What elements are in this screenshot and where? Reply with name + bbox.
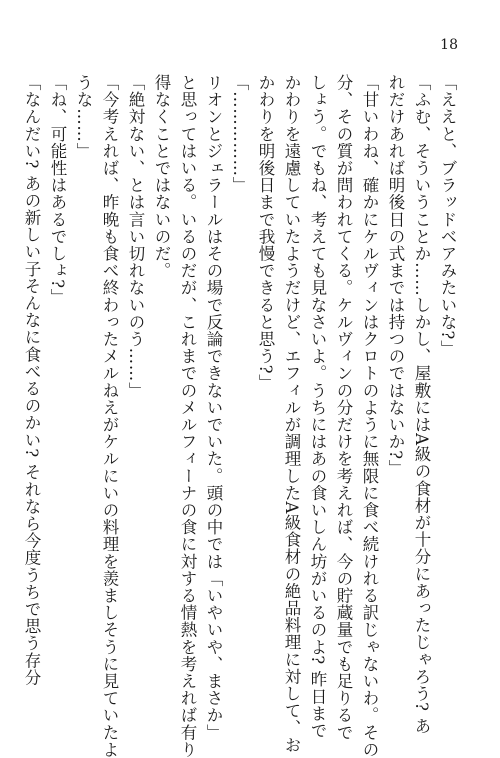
text-line: しょう。でもね、考えても見なさいよ。うちにはあの食いしん坊がいるのよ? 昨日まで <box>308 74 327 740</box>
text-line: 「……………」 <box>230 74 249 194</box>
text-line: れだけあれば明後日の式までは持つのではないか?」 <box>386 74 405 477</box>
text-line: 得なくことではないのだ。 <box>152 74 171 280</box>
text-line: 「ふむ、そういうことか……しかし、屋敷にはA級の食材が十分にあったじゃろう? あ <box>412 74 431 735</box>
text-line: 「絶対ない、とは言い切れないのう……」 <box>126 74 145 399</box>
text-line: リオンとジェラールはその場で反論できないでいた。頭の中では「いやいや、まさか」 <box>204 74 223 741</box>
text-line: 分、その質が問われてくる。ケルヴィンの分だけを考えれば、今の貯蔵量でも足りるで <box>334 74 353 741</box>
text-line: と思ってはいる。いるのだが、これまでのメルフィーナの食に対する情熱を考えれば有り <box>178 74 197 758</box>
text-line: かわりを明後日まで我慢できると思う?」 <box>256 74 275 392</box>
text-line: 「ええと、ブラッドベアみたいな?」 <box>438 74 457 358</box>
novel-body-text <box>18 74 460 758</box>
text-line: かわりを遠慮していたようだけど、エフィルが調理したA級食材の絶品料理に対して、お <box>282 74 301 754</box>
text-line: 「今考えれば、昨晩も食べ終わったメルねえがケルにいの料理を羨ましそうに見ていたよ <box>100 74 119 758</box>
text-line: 「ね、可能性はあるでしょ?」 <box>48 74 67 306</box>
text-line: 「甘いわね、確かにケルヴィンはクロトのように無限に食べ続けれる訳じゃないわ。その <box>360 74 379 758</box>
page-number: 18 <box>440 37 458 53</box>
text-line: 「なんだい? あの新しい子そんなに食べるのかい? それなら今度うちで思う存分 <box>22 74 41 686</box>
text-line: うな……」 <box>74 74 93 160</box>
